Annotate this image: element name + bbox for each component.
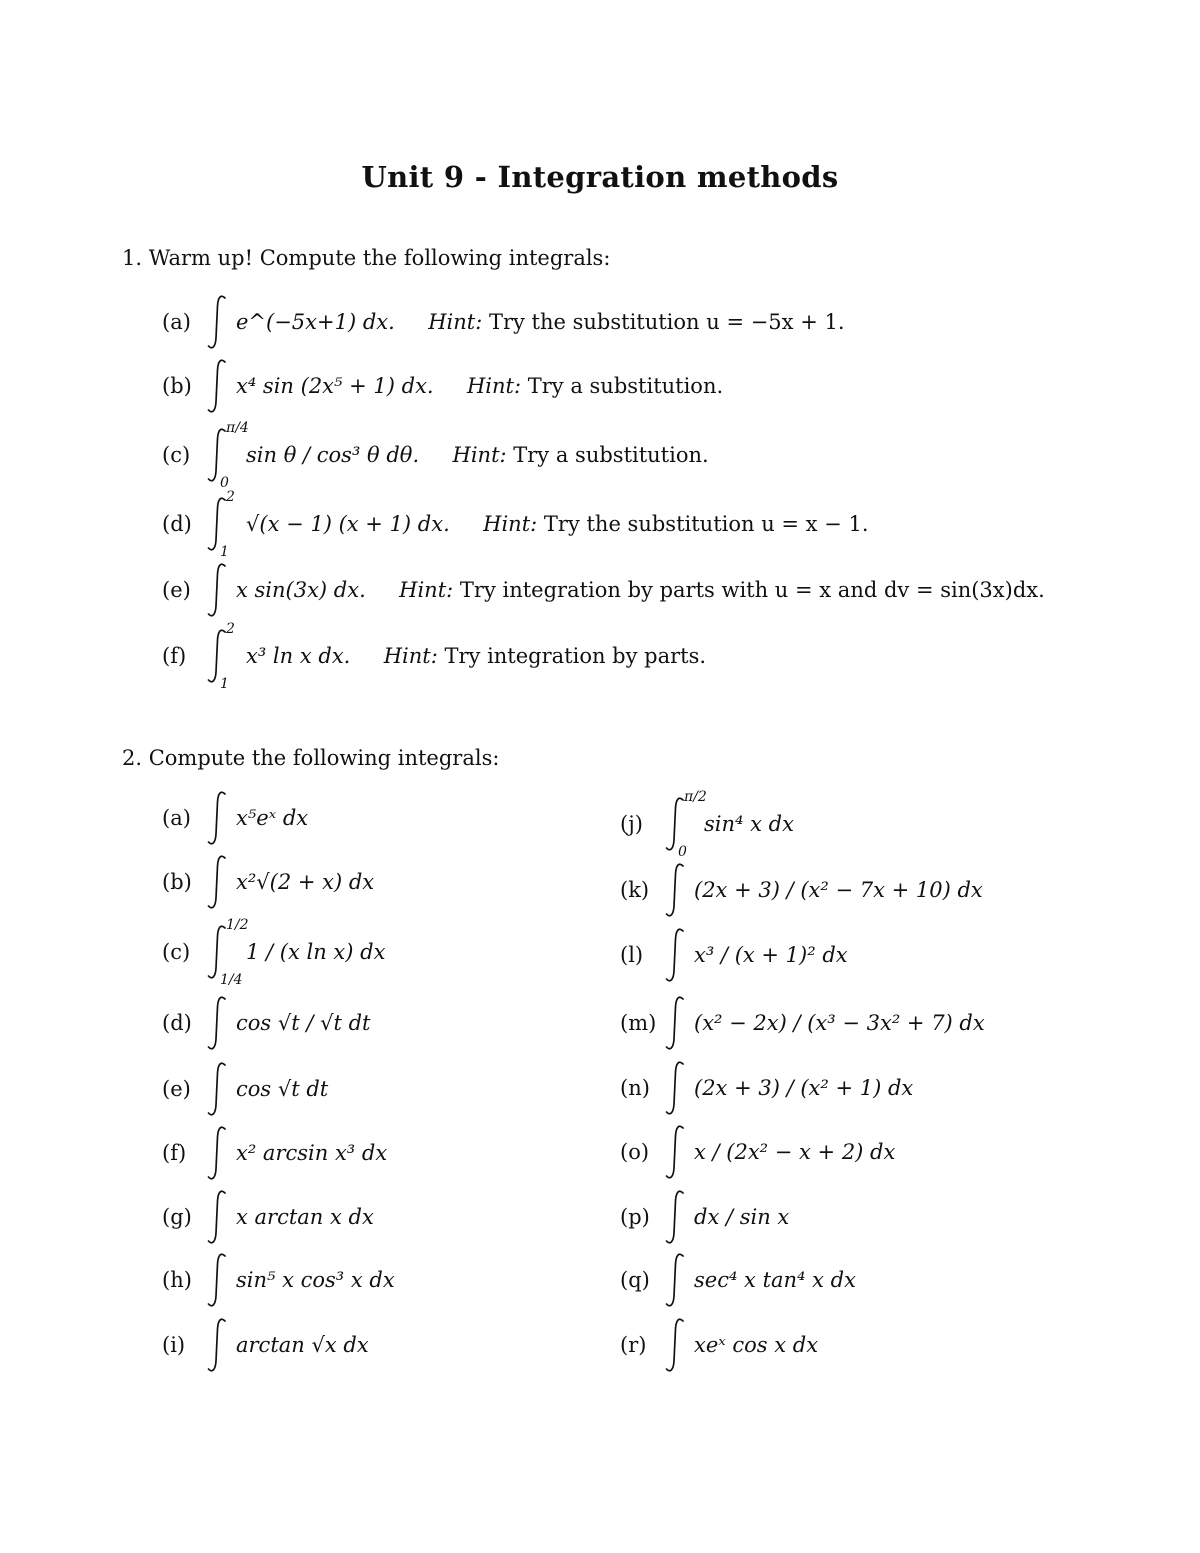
integral-sign-icon: [664, 862, 686, 918]
integrand: [694, 1268, 856, 1292]
integral-sign-icon: [206, 562, 228, 618]
integrand-text: sec⁴ x tan⁴ x dx: [694, 1268, 856, 1292]
integrand: [236, 374, 723, 398]
problem-label: (b): [162, 374, 192, 398]
integral-sign-icon: [664, 1189, 686, 1245]
integrand-text: xeˣ cos x dx: [694, 1333, 819, 1357]
integrand-text: sin⁴ x dx: [704, 812, 794, 836]
integrand-text: x⁵eˣ dx: [236, 806, 309, 830]
integrand: [694, 1076, 913, 1100]
problem-label: (e): [162, 578, 191, 602]
problem-label: (d): [162, 1011, 192, 1035]
problem-label: (j): [620, 812, 643, 836]
problem-label: (q): [620, 1268, 650, 1292]
integrand: [236, 1268, 395, 1292]
section-2-heading: 2. Compute the following integrals:: [122, 746, 500, 770]
integrand: [236, 1141, 387, 1165]
upper-limit: 1/2: [226, 917, 249, 933]
integrand-text: (x² − 2x) / (x³ − 3x² + 7) dx: [694, 1011, 985, 1035]
hint-text: Try a substitution.: [513, 443, 709, 467]
problem-label: (a): [162, 310, 191, 334]
integrand-text: x³ ln x dx.: [246, 644, 351, 668]
lower-limit: 0: [678, 844, 687, 860]
upper-limit: π/2: [684, 789, 707, 805]
integral-sign-icon: [664, 927, 686, 983]
integrand-text: sin θ / cos³ θ dθ.: [246, 443, 420, 467]
integral-sign-icon: [206, 1125, 228, 1181]
problem-label: (h): [162, 1268, 192, 1292]
integral-sign-icon: [664, 1252, 686, 1308]
integrand-text: x³ / (x + 1)² dx: [694, 943, 848, 967]
integrand: [246, 940, 385, 964]
section-1-heading: 1. Warm up! Compute the following integrals:: [122, 246, 611, 270]
problem-label: (b): [162, 870, 192, 894]
integrand-text: x⁴ sin (2x⁵ + 1) dx.: [236, 374, 434, 398]
upper-limit: π/4: [226, 420, 249, 436]
integrand-text: (2x + 3) / (x² + 1) dx: [694, 1076, 914, 1100]
integrand-text: 1 / (x ln x) dx: [246, 940, 386, 964]
hint-text: Try integration by parts with u = x and dv = sin(3x)dx.: [459, 578, 1045, 602]
integrand: [694, 943, 848, 967]
problem-label: (e): [162, 1077, 191, 1101]
problem-label: (p): [620, 1205, 650, 1229]
problem-label: (f): [162, 644, 187, 668]
integral-sign-icon: [206, 1061, 228, 1117]
integrand-text: sin⁵ x cos³ x dx: [236, 1268, 395, 1292]
problem-label: (d): [162, 512, 192, 536]
integrand-text: x / (2x² − x + 2) dx: [694, 1140, 896, 1164]
hint-label: Hint:: [428, 310, 489, 334]
integral-sign-icon: [206, 294, 228, 350]
integrand: [236, 1205, 374, 1229]
hint-label: Hint:: [452, 443, 514, 467]
integrand: [694, 1140, 895, 1164]
integral-sign-icon: [206, 854, 228, 910]
upper-limit: 2: [226, 489, 235, 505]
problem-label: (m): [620, 1011, 657, 1035]
hint-text: Try the substitution u = x − 1.: [543, 512, 869, 536]
integrand: [694, 1011, 985, 1035]
page-title: Unit 9 - Integration methods: [361, 160, 839, 194]
integral-sign-icon: [206, 1317, 228, 1373]
lower-limit: 0: [220, 475, 229, 491]
integrand-text: (2x + 3) / (x² − 7x + 10) dx: [694, 878, 983, 902]
integrand-text: x sin(3x) dx.: [236, 578, 366, 602]
problem-label: (k): [620, 878, 650, 902]
integral-sign-icon: [664, 1317, 686, 1373]
integrand-text: cos √t / √t dt: [236, 1011, 371, 1035]
integrand-text: dx / sin x: [694, 1205, 790, 1229]
problem-label: (r): [620, 1333, 647, 1357]
integrand: [236, 870, 374, 894]
problem-label: (c): [162, 940, 191, 964]
integral-sign-icon: [206, 358, 228, 414]
problem-label: (c): [162, 443, 191, 467]
integrand: [236, 578, 1045, 602]
integrand: [704, 812, 794, 836]
problem-label: (i): [162, 1333, 186, 1357]
problem-label: (n): [620, 1076, 650, 1100]
upper-limit: 2: [226, 621, 235, 637]
integrand-text: √(x − 1) (x + 1) dx.: [246, 512, 450, 536]
integrand: [694, 878, 983, 902]
hint-label: Hint:: [399, 578, 460, 602]
integral-sign-icon: [206, 995, 228, 1051]
integral-sign-icon: [664, 1124, 686, 1180]
integrand-text: e^(−5x+1) dx.: [236, 310, 395, 334]
hint-text: Try a substitution.: [527, 374, 724, 398]
integrand-text: arctan √x dx: [236, 1333, 369, 1357]
integrand: [236, 310, 845, 334]
problem-label: (g): [162, 1205, 192, 1229]
integrand-text: x² arcsin x³ dx: [236, 1141, 388, 1165]
integrand: [246, 512, 869, 536]
integrand: [694, 1333, 818, 1357]
lower-limit: 1: [220, 676, 229, 692]
lower-limit: 1: [220, 544, 229, 560]
integrand: [236, 1333, 369, 1357]
integrand-text: cos √t dt: [236, 1077, 329, 1101]
problem-label: (l): [620, 943, 644, 967]
integrand: [246, 443, 709, 467]
hint-label: Hint:: [483, 512, 544, 536]
problem-label: (f): [162, 1141, 187, 1165]
integral-sign-icon: [206, 1189, 228, 1245]
integral-sign-icon: [206, 1252, 228, 1308]
integral-sign-icon: [664, 1060, 686, 1116]
hint-text: Try integration by parts.: [444, 644, 707, 668]
integrand-text: x²√(2 + x) dx: [236, 870, 375, 894]
integrand: [236, 1077, 328, 1101]
hint-text: Try the substitution u = −5x + 1.: [488, 310, 845, 334]
hint-label: Hint:: [466, 374, 528, 398]
hint-label: Hint:: [383, 644, 445, 668]
integrand-text: x arctan x dx: [236, 1205, 374, 1229]
problem-label: (o): [620, 1140, 650, 1164]
problem-label: (a): [162, 806, 191, 830]
integral-sign-icon: [664, 995, 686, 1051]
integrand: [236, 1011, 370, 1035]
integral-sign-icon: [206, 790, 228, 846]
integrand: [694, 1205, 789, 1229]
lower-limit: 1/4: [220, 972, 243, 988]
integrand: [236, 806, 308, 830]
integrand: [246, 644, 706, 668]
